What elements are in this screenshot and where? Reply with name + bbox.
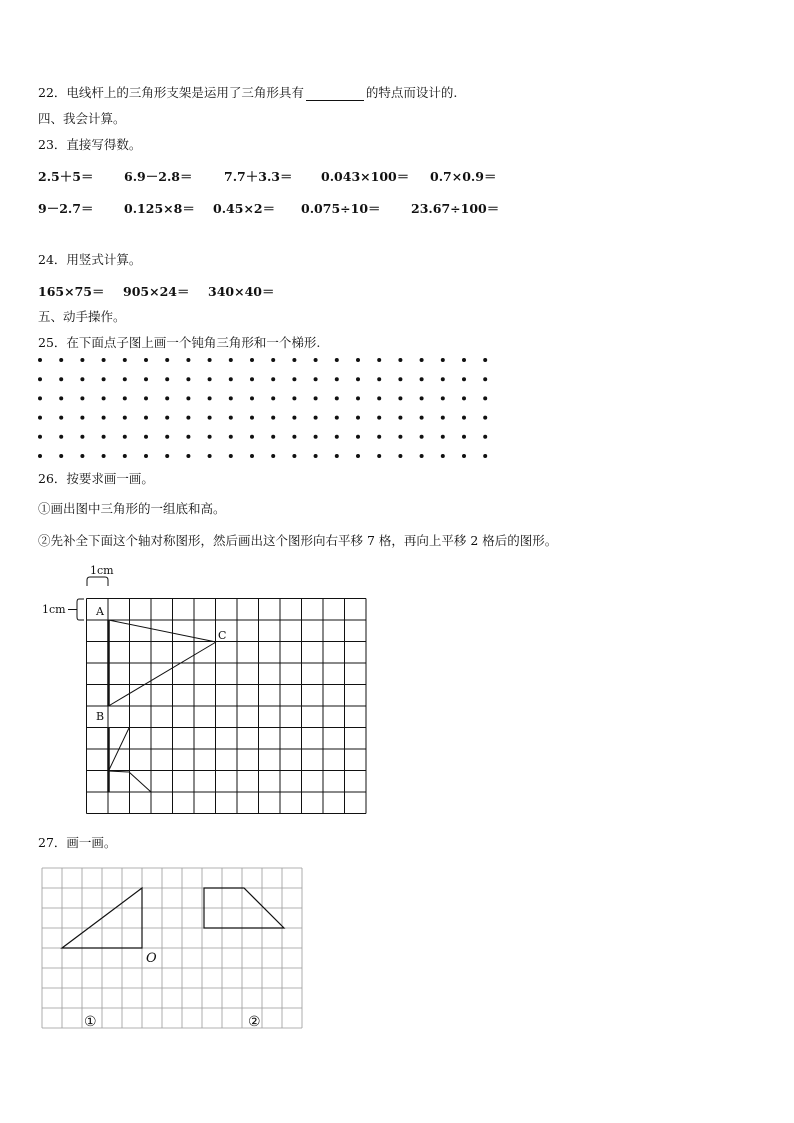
grid-dot[interactable]: [420, 416, 424, 420]
grid-dot[interactable]: [420, 377, 424, 381]
grid-dot[interactable]: [462, 358, 466, 362]
grid-dot[interactable]: [335, 454, 339, 458]
grid-dot[interactable]: [208, 416, 212, 420]
q24-item: 165×75＝: [38, 284, 105, 299]
grid-dot[interactable]: [80, 454, 84, 458]
grid-dot[interactable]: [314, 454, 318, 458]
q23-item: 0.125×8＝: [124, 201, 195, 216]
grid-dot[interactable]: [462, 454, 466, 458]
grid-dot[interactable]: [144, 358, 148, 362]
grid-dot[interactable]: [441, 377, 445, 381]
grid-dot[interactable]: [144, 454, 148, 458]
q24-item: 340×40＝: [208, 284, 275, 299]
grid-dot[interactable]: [441, 454, 445, 458]
grid-dot[interactable]: [483, 358, 487, 362]
grid-dot[interactable]: [186, 416, 190, 420]
grid-dot[interactable]: [250, 377, 254, 381]
q27-title: 27．画一画。: [38, 835, 117, 850]
grid-dot[interactable]: [59, 377, 63, 381]
grid-dot[interactable]: [38, 358, 42, 362]
grid-dot[interactable]: [292, 358, 296, 362]
grid-dot[interactable]: [441, 416, 445, 420]
side-bc: [109, 642, 217, 706]
grid-dot[interactable]: [165, 377, 169, 381]
half-figure-edge: [129, 772, 151, 792]
grid-dot[interactable]: [335, 396, 339, 400]
q24-title: 24．用竖式计算。: [38, 252, 142, 267]
q23-item: 23.67÷100＝: [411, 201, 500, 216]
grid-dot[interactable]: [38, 435, 42, 439]
grid-dot[interactable]: [335, 435, 339, 439]
grid-dot[interactable]: [250, 435, 254, 439]
grid-dot[interactable]: [123, 416, 127, 420]
section-4-heading: 四、我会计算。: [38, 111, 126, 126]
grid-dot[interactable]: [208, 358, 212, 362]
grid-dot[interactable]: [165, 416, 169, 420]
q23-item: 0.45×2＝: [213, 201, 276, 216]
grid-dot[interactable]: [441, 358, 445, 362]
grid-dot[interactable]: [314, 358, 318, 362]
grid-dot[interactable]: [250, 416, 254, 420]
grid-dot[interactable]: [314, 396, 318, 400]
grid-dot[interactable]: [398, 435, 402, 439]
q24-item: 905×24＝: [123, 284, 190, 299]
unit-brace-left: [77, 599, 84, 620]
grid-dot[interactable]: [398, 358, 402, 362]
grid-dot[interactable]: [229, 377, 233, 381]
q22-suffix: 的特点而设计的.: [365, 85, 458, 100]
grid-dot[interactable]: [102, 396, 106, 400]
grid-dot[interactable]: [59, 416, 63, 420]
grid-dot[interactable]: [441, 435, 445, 439]
grid-dot[interactable]: [377, 454, 381, 458]
grid-dot[interactable]: [59, 435, 63, 439]
grid-dot[interactable]: [483, 416, 487, 420]
grid-dot[interactable]: [229, 396, 233, 400]
grid-dot[interactable]: [377, 435, 381, 439]
grid-dot[interactable]: [377, 358, 381, 362]
grid-dot[interactable]: [377, 416, 381, 420]
grid-dot[interactable]: [208, 454, 212, 458]
grid-dot[interactable]: [250, 396, 254, 400]
grid-dot[interactable]: [271, 416, 275, 420]
grid-dot[interactable]: [165, 396, 169, 400]
grid-dot[interactable]: [271, 358, 275, 362]
grid-dot[interactable]: [102, 416, 106, 420]
grid-dot[interactable]: [38, 454, 42, 458]
q26-title: 26．按要求画一画。: [38, 471, 154, 486]
grid-dot[interactable]: [356, 358, 360, 362]
question-22: [38, 83, 457, 101]
grid-dot[interactable]: [420, 435, 424, 439]
grid-dot[interactable]: [38, 396, 42, 400]
grid-dot[interactable]: [144, 435, 148, 439]
grid-dot[interactable]: [420, 358, 424, 362]
grid-dot[interactable]: [208, 377, 212, 381]
grid-dot[interactable]: [314, 377, 318, 381]
grid-dot[interactable]: [292, 435, 296, 439]
figure-2-label: ②: [248, 1014, 261, 1030]
grid-dot[interactable]: [462, 377, 466, 381]
q26-task-1: ①画出图中三角形的一组底和高。: [38, 501, 226, 516]
grid-dot[interactable]: [356, 454, 360, 458]
grid-dot[interactable]: [398, 454, 402, 458]
grid-dot[interactable]: [102, 454, 106, 458]
q26-task-2: ②先补全下面这个轴对称图形，然后画出这个图形向右平移 7 格，再向上平移 2 格后的图形。: [38, 533, 558, 548]
unit-brace-top: [87, 577, 108, 586]
grid-dot[interactable]: [59, 454, 63, 458]
grid-dot[interactable]: [356, 435, 360, 439]
grid-dot[interactable]: [483, 377, 487, 381]
grid-dot[interactable]: [208, 435, 212, 439]
dot-grid[interactable]: [36, 356, 496, 460]
grid-dot[interactable]: [165, 454, 169, 458]
grid-dot[interactable]: [377, 396, 381, 400]
grid-dot[interactable]: [292, 396, 296, 400]
grid-dot[interactable]: [80, 396, 84, 400]
q25-title: 25．在下面点子图上画一个钝角三角形和一个梯形.: [38, 335, 321, 350]
q26-grid-figure[interactable]: [0, 560, 380, 820]
grid-dot[interactable]: [229, 416, 233, 420]
point-b-label: B: [96, 710, 105, 723]
grid-dot[interactable]: [123, 435, 127, 439]
grid-dot[interactable]: [335, 377, 339, 381]
grid-dot[interactable]: [398, 377, 402, 381]
grid-dot[interactable]: [165, 435, 169, 439]
grid-dot[interactable]: [292, 454, 296, 458]
grid-dot[interactable]: [80, 435, 84, 439]
grid-dot[interactable]: [186, 435, 190, 439]
grid-dot[interactable]: [314, 435, 318, 439]
q22-blank[interactable]: [306, 88, 364, 101]
grid-dot[interactable]: [462, 416, 466, 420]
grid-dot[interactable]: [123, 377, 127, 381]
grid-dot[interactable]: [229, 454, 233, 458]
grid-dot[interactable]: [102, 358, 106, 362]
q23-item: 2.5＋5＝: [38, 169, 94, 184]
grid-dot[interactable]: [335, 416, 339, 420]
grid-dot[interactable]: [102, 377, 106, 381]
grid-dot[interactable]: [144, 396, 148, 400]
grid-dot[interactable]: [59, 396, 63, 400]
unit-label-top: 1cm: [90, 564, 114, 577]
grid-dot[interactable]: [356, 396, 360, 400]
unit-label-left: 1cm: [42, 603, 66, 616]
grid-dot[interactable]: [356, 416, 360, 420]
grid-dot[interactable]: [271, 454, 275, 458]
q23-item: 6.9－2.8＝: [124, 169, 193, 184]
grid-dot[interactable]: [123, 454, 127, 458]
grid-dot[interactable]: [377, 377, 381, 381]
grid-dot[interactable]: [483, 435, 487, 439]
grid-dot[interactable]: [229, 358, 233, 362]
grid-dot[interactable]: [271, 396, 275, 400]
grid-dot[interactable]: [186, 358, 190, 362]
grid-dot[interactable]: [208, 396, 212, 400]
q23-item: 7.7＋3.3＝: [224, 169, 293, 184]
grid-dot[interactable]: [398, 396, 402, 400]
grid-dot[interactable]: [420, 396, 424, 400]
grid-dot[interactable]: [483, 396, 487, 400]
grid-dot[interactable]: [80, 358, 84, 362]
grid-dot[interactable]: [59, 358, 63, 362]
grid-dot[interactable]: [80, 416, 84, 420]
grid-dot[interactable]: [441, 396, 445, 400]
section-5-heading: 五、动手操作。: [38, 309, 126, 324]
grid-dot[interactable]: [292, 416, 296, 420]
grid-dot[interactable]: [271, 377, 275, 381]
grid-dot[interactable]: [186, 377, 190, 381]
grid-dot[interactable]: [462, 396, 466, 400]
grid-dot[interactable]: [483, 454, 487, 458]
grid-dot[interactable]: [165, 358, 169, 362]
grid-dot[interactable]: [420, 454, 424, 458]
grid-dot[interactable]: [250, 358, 254, 362]
q23-item: 0.043×100＝: [321, 169, 410, 184]
grid-dot[interactable]: [229, 435, 233, 439]
grid-dot[interactable]: [144, 377, 148, 381]
grid-dot[interactable]: [186, 454, 190, 458]
grid-dot[interactable]: [123, 358, 127, 362]
grid-dot[interactable]: [102, 435, 106, 439]
point-a-label: A: [96, 605, 104, 618]
q23-item: 9－2.7＝: [38, 201, 94, 216]
grid-dot[interactable]: [186, 396, 190, 400]
q27-grid-figure[interactable]: [0, 860, 320, 1040]
grid-dot[interactable]: [335, 358, 339, 362]
grid-dot[interactable]: [38, 377, 42, 381]
grid-dot[interactable]: [462, 435, 466, 439]
grid-dot[interactable]: [144, 416, 148, 420]
grid-dot[interactable]: [123, 396, 127, 400]
point-c-label: C: [218, 629, 227, 642]
side-ac: [109, 620, 217, 642]
grid-dot[interactable]: [356, 377, 360, 381]
grid-dot[interactable]: [38, 416, 42, 420]
grid-dot[interactable]: [314, 416, 318, 420]
q23-item: 0.075÷10＝: [301, 201, 381, 216]
half-figure-edge: [109, 771, 130, 772]
grid-dot[interactable]: [80, 377, 84, 381]
point-o-label: O: [146, 951, 157, 966]
grid-dot[interactable]: [292, 377, 296, 381]
grid-dot[interactable]: [271, 435, 275, 439]
grid-dot[interactable]: [250, 454, 254, 458]
q23-title: 23．直接写得数。: [38, 137, 142, 152]
q22-prefix: 22．电线杆上的三角形支架是运用了三角形具有: [38, 85, 304, 100]
figure-1-label: ①: [84, 1014, 97, 1030]
grid-dot[interactable]: [398, 416, 402, 420]
q23-item: 0.7×0.9＝: [430, 169, 497, 184]
